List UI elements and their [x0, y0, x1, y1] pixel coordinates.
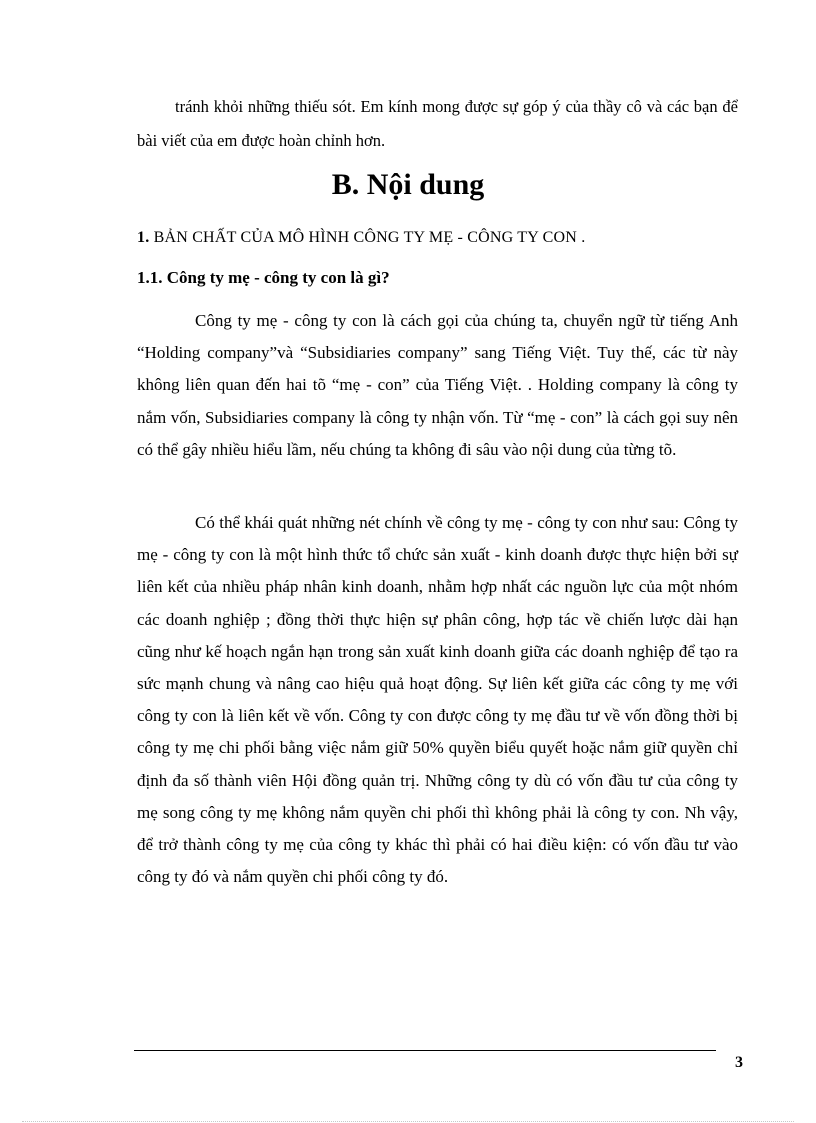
intro-paragraph: tránh khỏi những thiếu sót. Em kính mong được sự góp ý của thầy cô và các bạn để bài viết của em được hoàn chỉnh hơn. — [137, 97, 738, 150]
page-edge-divider — [22, 1121, 794, 1122]
paragraph-definition: Công ty mẹ - công ty con là cách gọi của chúng ta, chuyển ngữ từ tiếng Anh “Holding company”và “Subsidiaries company” sang Tiếng Việt. Tuy thế, các từ này không liên quan đến hai tõ “mẹ - con” của Tiếng Việt. . Holding company là công ty nắm vốn, Subsidiaries company là công ty nhận vốn. Từ “mẹ - con” là cách gọi suy nên có thể gây nhiều hiểu lầm, nếu chúng ta không đi sâu vào nội dung của từng tõ. — [137, 311, 738, 459]
section-1-title-text: BẢN CHẤT CỦA MÔ HÌNH CÔNG TY MẸ - CÔNG TY CON . — [153, 229, 586, 246]
subsection-1-1-title: 1.1. Công ty mẹ - công ty con là gì? — [137, 268, 390, 287]
section-1-title — [137, 229, 585, 247]
footer-divider — [134, 1050, 716, 1051]
section-heading: B. Nội dung — [331, 168, 485, 201]
page-number: 3 — [735, 1054, 743, 1071]
section-1-number: 1. — [137, 229, 150, 246]
paragraph-overview: Có thể khái quát những nét chính về công ty mẹ - công ty con như sau: Công ty mẹ - công ty con là một hình thức tổ chức sản xuất - kinh doanh được thực hiện bởi sự liên kết của nhiều pháp nhân kinh doanh, nhằm hợp nhất các nguồn lực của một nhóm các doanh nghiệp ; đồng thời thực hiện sự phân công, hợp tác về chiến lược dài hạn cũng như kế hoạch ngắn hạn trong sản xuất kinh doanh giữa các doanh nghiệp để tạo ra sức mạnh chung và nâng cao hiệu quả hoạt động. Sự liên kết giữa các công ty mẹ với công ty con là liên kết về vốn. Công ty con được công ty mẹ đầu tư về vốn đồng thời bị công ty mẹ chi phối bằng việc nắm giữ 50% quyền biểu quyết hoặc nắm giữ quyền chỉ định đa số thành viên Hội đồng quản trị. Những công ty dù có vốn đầu tư của công ty mẹ song công ty mẹ không nắm quyền chi phối thì không phải là công ty con. Nh vậy, để trở thành công ty mẹ của công ty khác thì phải có hai điều kiện: có vốn đầu tư vào công ty đó và nắm quyền chi phối công ty đó. — [137, 513, 738, 887]
